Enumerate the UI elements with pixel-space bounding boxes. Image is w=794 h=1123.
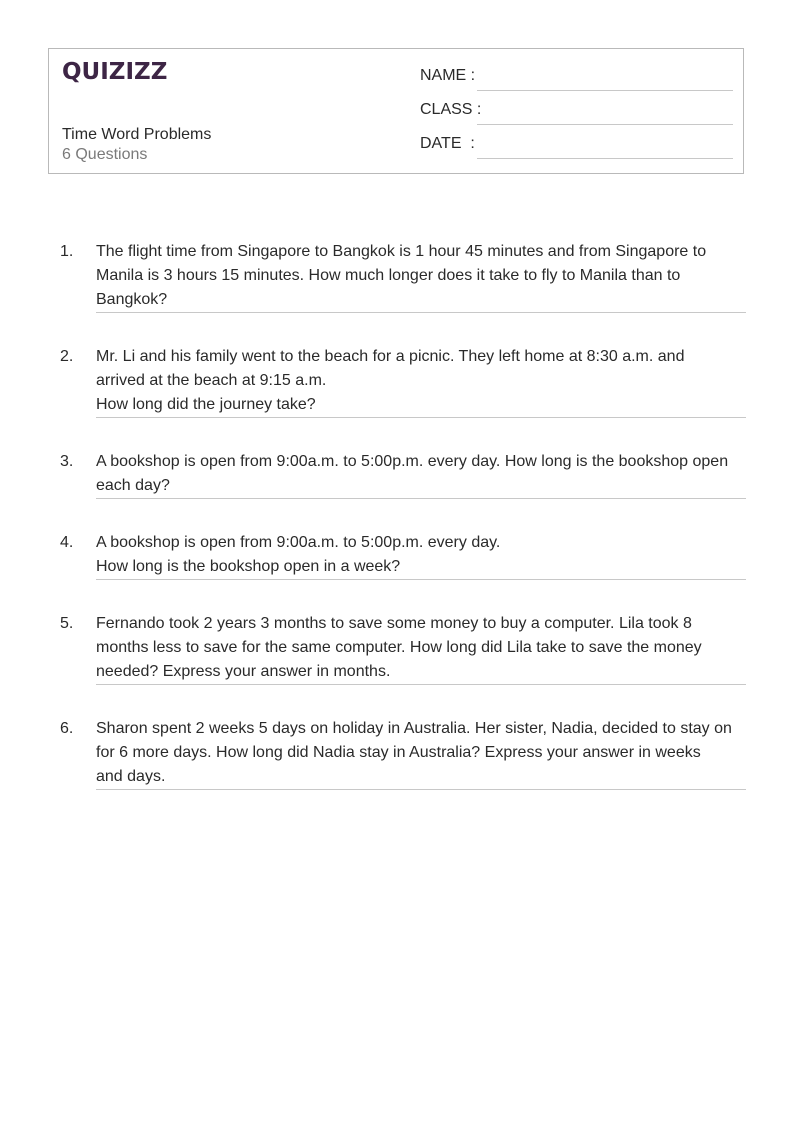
question-line: Mr. Li and his family went to the beach for a picnic. They left home at 8:30 a.m. and: [96, 348, 685, 365]
answer-line[interactable]: [96, 498, 746, 499]
question-line: A bookshop is open from 9:00a.m. to 5:00p.m. every day.: [96, 534, 501, 551]
question-line: arrived at the beach at 9:15 a.m.: [96, 372, 327, 389]
question-line: How long did the journey take?: [96, 396, 316, 413]
question-line: and days.: [96, 768, 166, 785]
question-line: Fernando took 2 years 3 months to save some money to buy a computer. Lila took 8: [96, 615, 692, 632]
question-line: Sharon spent 2 weeks 5 days on holiday in Australia. Her sister, Nadia, decided to stay on: [96, 720, 732, 737]
question-line: Bangkok?: [96, 291, 168, 308]
quizizz-logo: QUIZIZZ: [62, 59, 168, 85]
name-field[interactable]: [420, 67, 733, 91]
question-line: The flight time from Singapore to Bangkok is 1 hour 45 minutes and from Singapore to: [96, 243, 707, 260]
question-line: months less to save for the same computer. How long did Lila take to save the money: [96, 639, 702, 656]
date-line[interactable]: [477, 158, 733, 159]
worksheet-header: [48, 48, 744, 174]
question-text: [96, 717, 748, 789]
question-text: [96, 531, 748, 579]
date-field[interactable]: [420, 135, 733, 159]
question-number: 6.: [60, 720, 74, 737]
question-text: [96, 345, 748, 417]
answer-line[interactable]: [96, 789, 746, 790]
class-label: CLASS :: [420, 101, 482, 118]
answer-line[interactable]: [96, 579, 746, 580]
question-number: 2.: [60, 348, 74, 365]
question-line: A bookshop is open from 9:00a.m. to 5:00p.m. every day. How long is the bookshop open: [96, 453, 729, 470]
name-line[interactable]: [477, 90, 733, 91]
name-label: NAME :: [420, 67, 476, 84]
question-line: each day?: [96, 477, 170, 494]
answer-line[interactable]: [96, 312, 746, 313]
question-number: 3.: [60, 453, 74, 470]
question-line: How long is the bookshop open in a week?: [96, 558, 401, 575]
question-text: [96, 612, 748, 684]
question-count: 6 Questions: [62, 146, 148, 163]
question-number: 4.: [60, 534, 74, 551]
question-number: 5.: [60, 615, 74, 632]
worksheet-title: Time Word Problems: [62, 126, 212, 143]
answer-line[interactable]: [96, 684, 746, 685]
question-text: [96, 240, 748, 312]
question-number: 1.: [60, 243, 74, 260]
class-line[interactable]: [477, 124, 733, 125]
date-label: DATE :: [420, 135, 475, 152]
class-field[interactable]: [420, 101, 733, 125]
question-line: Manila is 3 hours 15 minutes. How much longer does it take to fly to Manila than to: [96, 267, 681, 284]
answer-line[interactable]: [96, 417, 746, 418]
question-line: needed? Express your answer in months.: [96, 663, 391, 680]
question-line: for 6 more days. How long did Nadia stay in Australia? Express your answer in weeks: [96, 744, 701, 761]
question-text: [96, 450, 748, 498]
